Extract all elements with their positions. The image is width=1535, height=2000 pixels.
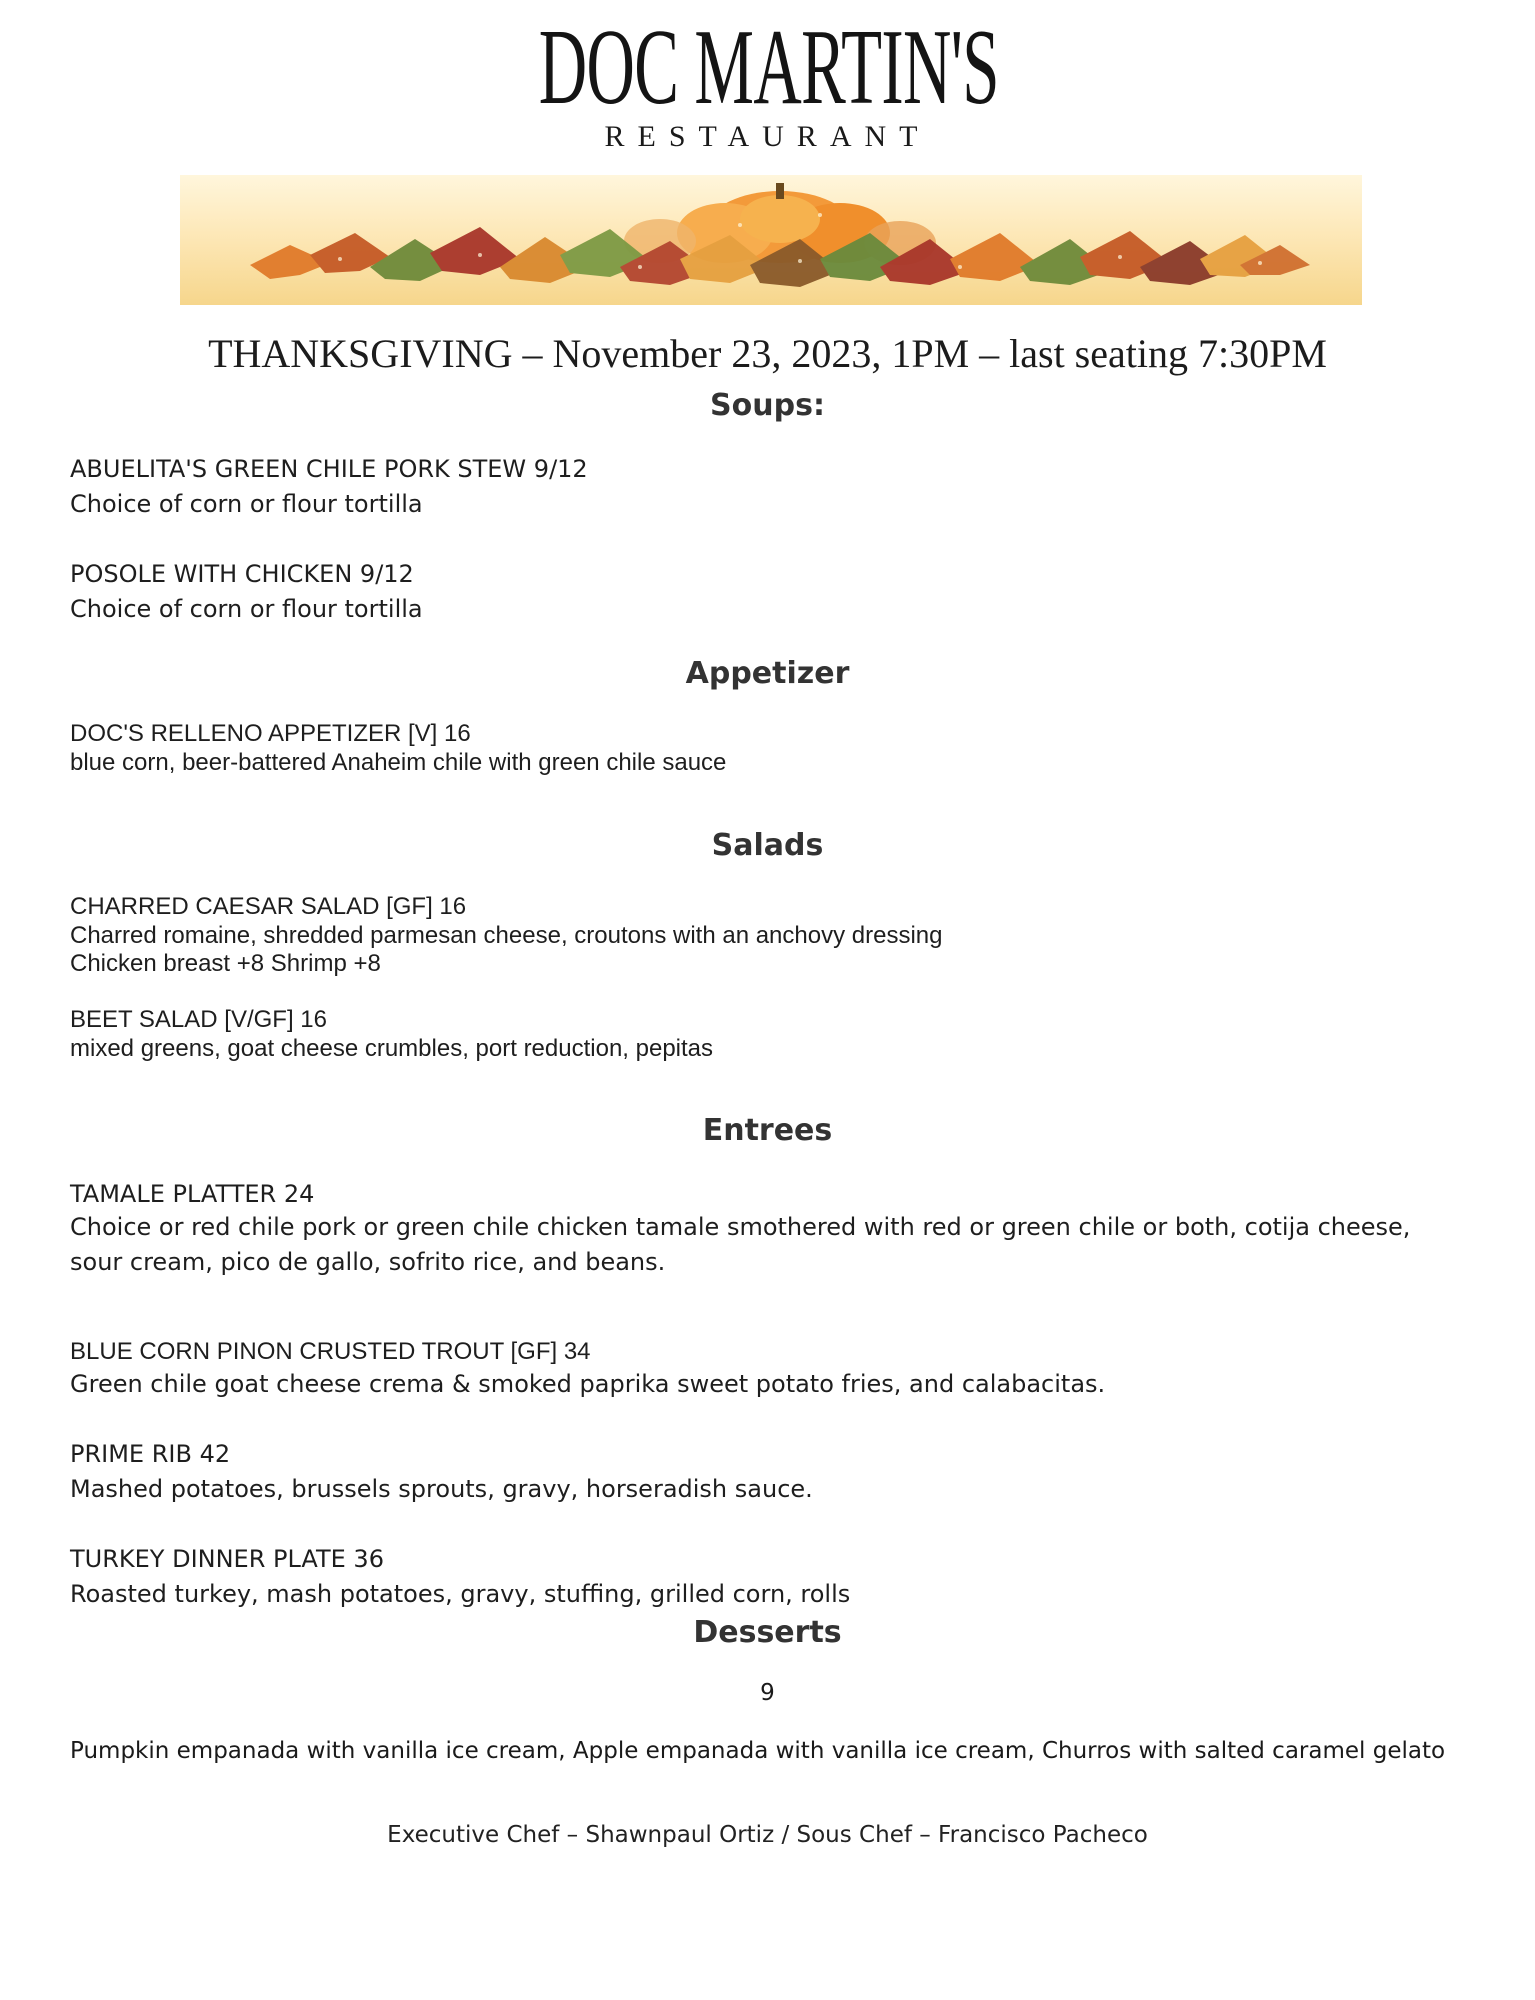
menu-item-description: Charred romaine, shredded parmesan cheese, croutons with an anchovy dressing bbox=[70, 922, 943, 949]
menu-item-description: Roasted turkey, mash potatoes, gravy, stuffing, grilled corn, rolls bbox=[70, 1580, 851, 1608]
section-heading-desserts: Desserts bbox=[693, 1615, 842, 1650]
menu-item-description: mixed greens, goat cheese crumbles, port reduction, pepitas bbox=[70, 1035, 714, 1062]
autumn-leaves-illustration bbox=[180, 175, 1362, 305]
dessert-description: Pumpkin empanada with vanilla ice cream, Apple empanada with vanilla ice cream, Churros with salted caramel gelato bbox=[70, 1738, 1446, 1764]
menu-item-title: BLUE CORN PINON CRUSTED TROUT [GF] 34 bbox=[70, 1338, 591, 1365]
menu-item-title: ABUELITA'S GREEN CHILE PORK STEW 9/12 bbox=[70, 455, 588, 483]
menu-item-description: Choice of corn or flour tortilla bbox=[70, 490, 423, 518]
dessert-price: 9 bbox=[760, 1680, 775, 1706]
menu-item-title: CHARRED CAESAR SALAD [GF] 16 bbox=[70, 893, 467, 920]
section-heading-salads: Salads bbox=[711, 828, 824, 863]
section-heading-entrees: Entrees bbox=[702, 1113, 833, 1148]
menu-item-title: POSOLE WITH CHICKEN 9/12 bbox=[70, 560, 414, 588]
restaurant-name: DOC MARTIN'S bbox=[538, 8, 999, 127]
event-headline: THANKSGIVING – November 23, 2023, 1PM – last seating 7:30PM bbox=[208, 331, 1327, 376]
menu-item-description: Green chile goat cheese crema & smoked paprika sweet potato fries, and calabacitas. bbox=[70, 1370, 1106, 1398]
menu-item-description: Choice of corn or flour tortilla bbox=[70, 595, 423, 623]
restaurant-subtitle bbox=[0, 120, 1535, 154]
menu-item-description: Choice or red chile pork or green chile chicken tamale smothered with red or green chile or both, cotija cheese, sour cream, pico de gallo, sofrito rice, and beans. bbox=[70, 1213, 1411, 1276]
restaurant-subtitle-text: RESTAURANT bbox=[604, 120, 931, 153]
section-heading-appetizer: Appetizer bbox=[685, 656, 850, 691]
chef-credits: Executive Chef – Shawnpaul Ortiz / Sous Chef – Francisco Pacheco bbox=[387, 1822, 1148, 1848]
section-heading-soups: Soups: bbox=[710, 388, 825, 423]
menu-item-title: DOC'S RELLENO APPETIZER [V] 16 bbox=[70, 720, 471, 747]
menu-item-addons: Chicken breast +8 Shrimp +8 bbox=[70, 950, 381, 977]
menu-item-title: PRIME RIB 42 bbox=[70, 1440, 231, 1468]
autumn-leaves-banner bbox=[180, 175, 1362, 305]
menu-item-description: Mashed potatoes, brussels sprouts, gravy, horseradish sauce. bbox=[70, 1475, 813, 1503]
menu-item-title: TAMALE PLATTER 24 bbox=[70, 1180, 315, 1208]
menu-item-description: blue corn, beer-battered Anaheim chile with green chile sauce bbox=[70, 749, 727, 776]
menu-item-title: BEET SALAD [V/GF] 16 bbox=[70, 1006, 327, 1033]
menu-item-title: TURKEY DINNER PLATE 36 bbox=[70, 1545, 384, 1573]
